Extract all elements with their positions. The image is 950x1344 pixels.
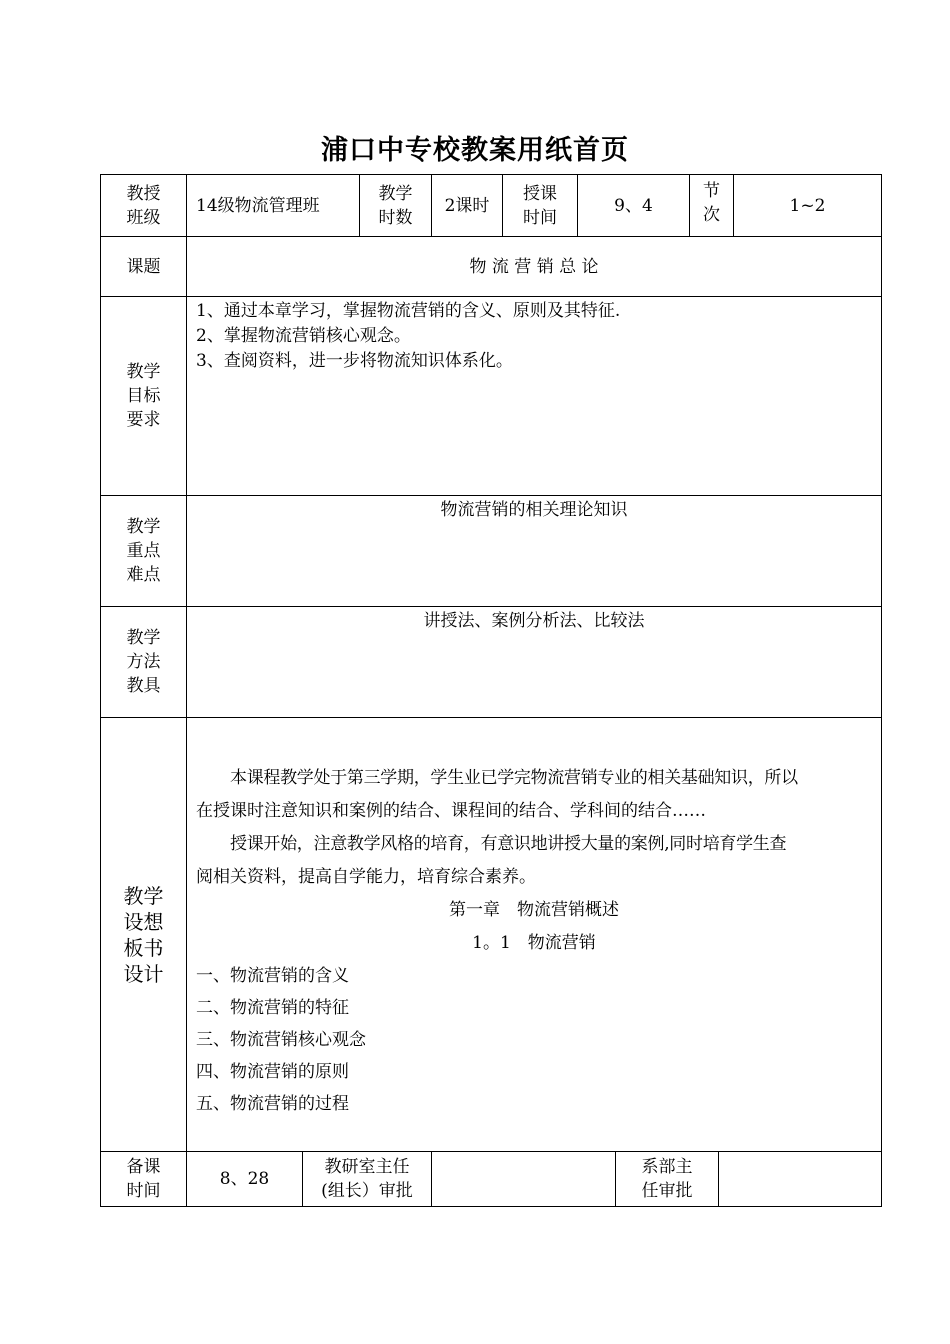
design-item: 五、物流营销的过程 bbox=[196, 1094, 349, 1114]
design-item: 三、物流营销核心观念 bbox=[196, 1030, 366, 1050]
topic-value: 物 流 营 销 总 论 bbox=[186, 236, 882, 297]
hours-label bbox=[359, 174, 432, 237]
time-label bbox=[502, 174, 578, 237]
prep-time-label: 备课 时间 bbox=[100, 1151, 187, 1207]
design-label: 教学 设想 板书 设计 bbox=[100, 717, 187, 1152]
key-points-content: 物流营销的相关理论知识 bbox=[186, 495, 882, 607]
session-label bbox=[689, 174, 734, 237]
time-label-line-1: 授课 bbox=[523, 183, 557, 204]
prep-time-value: 8、28 bbox=[186, 1151, 303, 1207]
class-label bbox=[100, 174, 187, 237]
dept-approval-label: 系部主 任审批 bbox=[615, 1151, 719, 1207]
office-approval-field[interactable] bbox=[431, 1151, 616, 1207]
design-content bbox=[186, 717, 882, 1152]
dept-approval-field[interactable] bbox=[718, 1151, 882, 1207]
session-value: 1~2 bbox=[733, 174, 882, 237]
chapter-heading: 第一章 物流营销概述 bbox=[449, 900, 619, 920]
design-item: 二、物流营销的特征 bbox=[196, 998, 349, 1018]
design-paragraph-1-line-1: 本课程教学处于第三学期，学生业已学完物流营销专业的相关基础知识，所以 bbox=[230, 768, 798, 788]
class-label-line-1: 教授 bbox=[126, 183, 161, 204]
design-item: 一、物流营销的含义 bbox=[196, 966, 349, 986]
office-approval-label: 教研室主任 (组长）审批 bbox=[302, 1151, 432, 1207]
hours-label-line-1: 教学 bbox=[378, 183, 413, 204]
objective-item: 1、通过本章学习，掌握物流营销的含义、原则及其特征. bbox=[196, 301, 621, 321]
objectives-content bbox=[186, 296, 882, 496]
key-points-label: 教学 重点 难点 bbox=[100, 495, 187, 607]
page-title: 浦口中专校教案用纸首页 bbox=[321, 135, 629, 166]
objectives-label: 教学 目标 要求 bbox=[100, 296, 187, 496]
design-paragraph-2-line-2: 阅相关资料，提高自学能力，培育综合素养。 bbox=[196, 867, 536, 887]
section-heading: 1。1 物流营销 bbox=[472, 933, 596, 953]
class-label-line-2: 班级 bbox=[126, 207, 161, 228]
objective-item: 2、掌握物流营销核心观念。 bbox=[196, 326, 411, 346]
hours-label-line-2: 时数 bbox=[378, 207, 413, 228]
class-value: 14级物流管理班 bbox=[186, 174, 360, 237]
topic-label: 课题 bbox=[100, 236, 187, 297]
time-label-line-2: 时间 bbox=[523, 207, 557, 228]
session-label-line-2: 次 bbox=[703, 205, 720, 225]
design-paragraph-1-line-2: 在授课时注意知识和案例的结合、课程间的结合、学科间的结合…… bbox=[196, 801, 706, 821]
methods-content: 讲授法、案例分析法、比较法 bbox=[186, 606, 882, 718]
session-label-line-1: 节 bbox=[703, 181, 720, 201]
hours-value: 2课时 bbox=[431, 174, 503, 237]
time-value: 9、4 bbox=[577, 174, 690, 237]
methods-label: 教学 方法 教具 bbox=[100, 606, 187, 718]
objective-item: 3、查阅资料，进一步将物流知识体系化。 bbox=[196, 351, 513, 371]
design-paragraph-2-line-1: 授课开始，注意教学风格的培育，有意识地讲授大量的案例,同时培育学生查 bbox=[230, 834, 787, 854]
design-item: 四、物流营销的原则 bbox=[196, 1062, 349, 1082]
